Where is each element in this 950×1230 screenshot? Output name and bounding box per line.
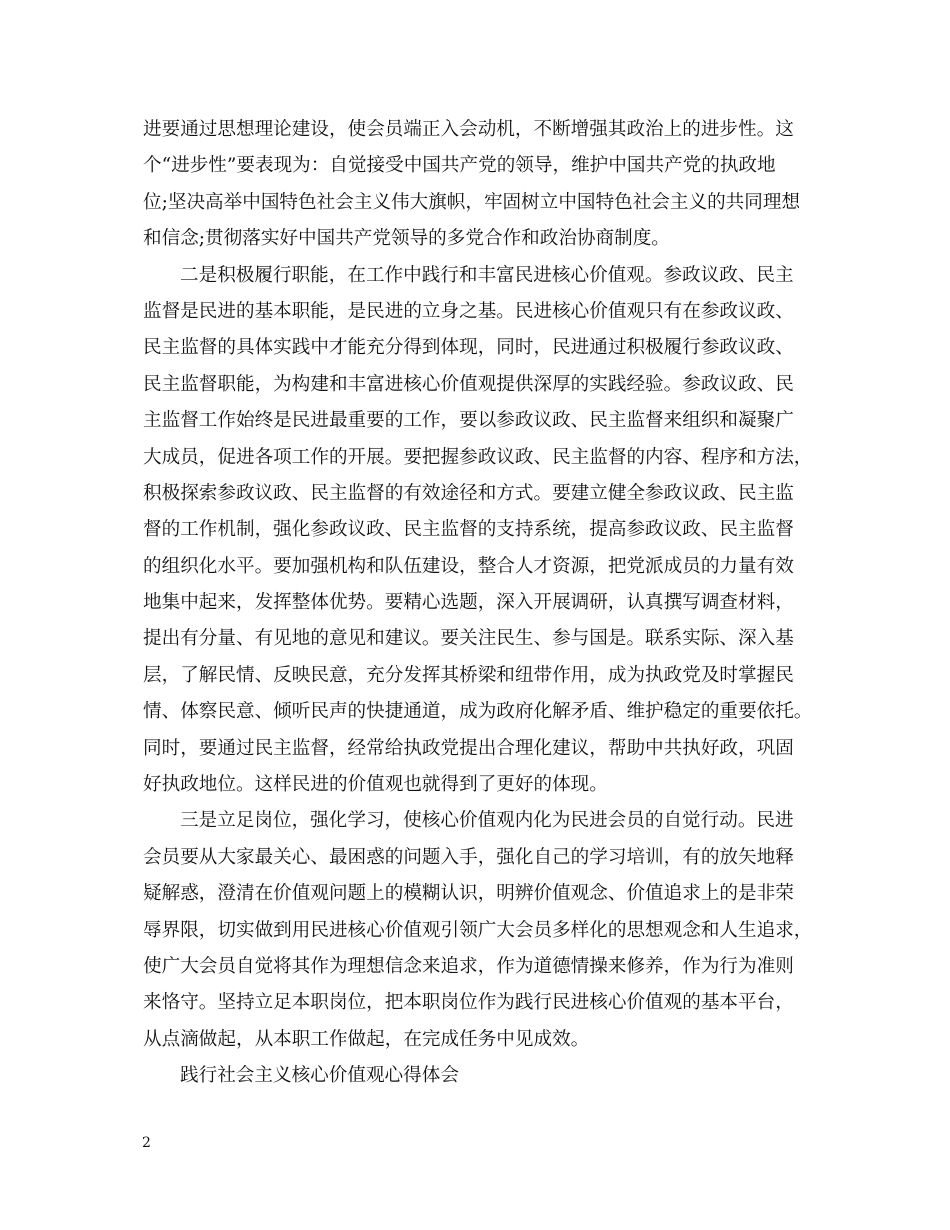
paragraph-line: 会员要从大家最关心、最困惑的问题入手，强化自己的学习培训，有的放矢地释 (143, 846, 794, 868)
paragraph-line: 辱界限，切实做到用民进核心价值观引领广大会员多样化的思想观念和人生追求， (143, 919, 813, 941)
paragraph-line: 个“进步性”要表现为：自觉接受中国共产党的领导，维护中国共产党的执政地 (143, 155, 776, 177)
paragraph (143, 258, 823, 804)
paragraph-line: 使广大会员自觉将其作为理想信念来追求，作为道德情操来修养，作为行为准则 (143, 955, 794, 977)
paragraph-line: 督的工作机制，强化参政议政、民主监督的支持系统，提高参政议政、民主监督 (143, 519, 794, 541)
paragraph (143, 1058, 823, 1094)
paragraph-line: 好执政地位。这样民进的价值观也就得到了更好的体现。 (143, 774, 608, 796)
document-body (143, 112, 823, 1095)
paragraph-line: 的组织化水平。要加强机构和队伍建设，整合人才资源，把党派成员的力量有效 (143, 555, 794, 577)
paragraph-line: 践行社会主义核心价值观心得体会 (180, 1065, 459, 1087)
paragraph-line: 大成员，促进各项工作的开展。要把握参政议政、民主监督的内容、程序和方法， (143, 446, 813, 468)
paragraph (143, 112, 823, 258)
paragraph-line: 提出有分量、有见地的意见和建议。要关注民生、参与国是。联系实际、深入基 (143, 628, 794, 650)
paragraph-line: 三是立足岗位，强化学习，使核心价值观内化为民进会员的自觉行动。民进 (180, 810, 794, 832)
paragraph-line: 主监督工作始终是民进最重要的工作，要以参政议政、民主监督来组织和凝聚广 (143, 410, 794, 432)
paragraph-line: 情、体察民意、倾听民声的快捷通道，成为政府化解矛盾、维护稳定的重要依托。 (143, 701, 813, 723)
paragraph-line: 民主监督的具体实践中才能充分得到体现，同时，民进通过积极履行参政议政、 (143, 337, 794, 359)
paragraph-line: 民主监督职能，为构建和丰富进核心价值观提供深厚的实践经验。参政议政、民 (143, 373, 794, 395)
page-number: 2 (142, 1135, 151, 1151)
paragraph-line: 层，了解民情、反映民意，充分发挥其桥梁和纽带作用，成为执政党及时掌握民 (143, 664, 794, 686)
paragraph-line: 二是积极履行职能，在工作中践行和丰富民进核心价值观。参政议政、民主 (180, 264, 794, 286)
paragraph-line: 同时，要通过民主监督，经常给执政党提出合理化建议，帮助中共执好政，巩固 (143, 737, 794, 759)
paragraph-line: 和信念;贯彻落实好中国共产党领导的多党合作和政治协商制度。 (143, 228, 670, 250)
paragraph-line: 地集中起来，发挥整体优势。要精心选题，深入开展调研，认真撰写调查材料， (143, 592, 794, 614)
paragraph-line: 位;坚决高举中国特色社会主义伟大旗帜，牢固树立中国特色社会主义的共同理想 (143, 191, 801, 213)
paragraph-line: 从点滴做起，从本职工作做起，在完成任务中见成效。 (143, 1028, 590, 1050)
paragraph-line: 积极探索参政议政、民主监督的有效途径和方式。要建立健全参政议政、民主监 (143, 482, 794, 504)
paragraph-line: 来恪守。坚持立足本职岗位，把本职岗位作为践行民进核心价值观的基本平台， (143, 992, 794, 1014)
paragraph-line: 监督是民进的基本职能，是民进的立身之基。民进核心价值观只有在参政议政、 (143, 300, 794, 322)
paragraph-line: 进要通过思想理论建设，使会员端正入会动机，不断增强其政治上的进步性。这 (143, 119, 794, 140)
paragraph-line: 疑解惑，澄清在价值观问题上的模糊认识，明辨价值观念、价值追求上的是非荣 (143, 883, 794, 905)
paragraph (143, 803, 823, 1058)
